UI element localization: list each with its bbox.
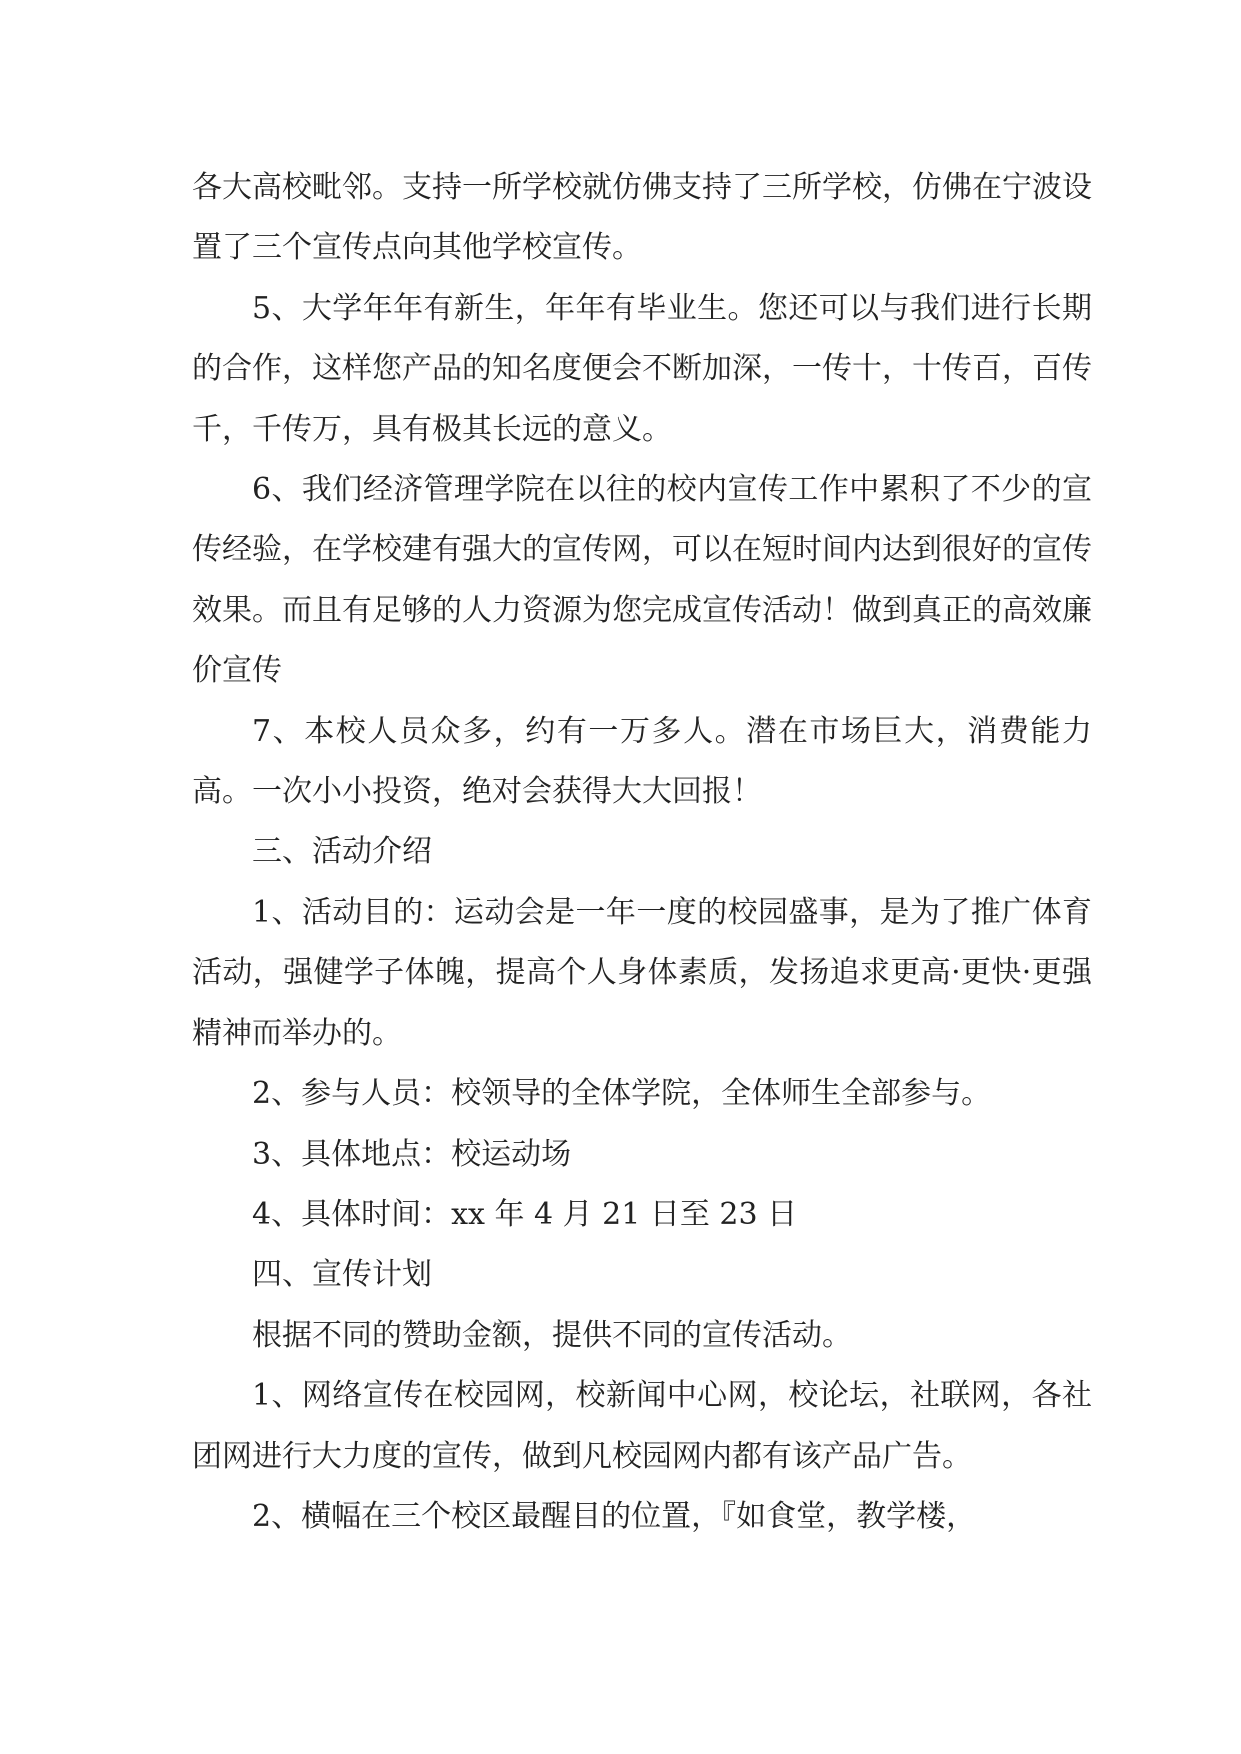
paragraph-participants: 2、参与人员：校领导的全体学院，全体师生全部参与。 — [252, 1076, 992, 1112]
section-heading-plan: 四、宣传计划 — [252, 1257, 432, 1293]
paragraph-time: 4、具体时间：xx 年 4 月 21 日至 23 日 — [252, 1196, 798, 1232]
paragraph-point-6: 6、我们经济管理学院在以往的校内宣传工作中累积了不少的宣传经验，在学校建有强大的宣传网，可以在短时间内达到很好的宣传效果。而且有足够的人力资源为您完成宣传活动！做到真正的高效廉价宣传 — [192, 472, 1092, 689]
paragraph-location: 3、具体地点：校运动场 — [252, 1136, 572, 1172]
paragraph-plan-intro: 根据不同的赞助金额，提供不同的宣传活动。 — [252, 1317, 852, 1353]
paragraph-point-5: 5、大学年年有新生，年年有毕业生。您还可以与我们进行长期的合作，这样您产品的知名度便会不断加深，一传十，十传百，百传千，千传万，具有极其长远的意义。 — [192, 290, 1092, 447]
paragraph-activity-purpose: 1、活动目的：运动会是一年一度的校园盛事，是为了推广体育活动，强健学子体魄，提高个人身体素质，发扬追求更高·更快·更强精神而举办的。 — [192, 894, 1092, 1051]
document-body — [192, 158, 1092, 1547]
section-heading-activity: 三、活动介绍 — [252, 834, 432, 870]
paragraph-plan-banner: 2、横幅在三个校区最醒目的位置，『如食堂，教学楼， — [252, 1498, 977, 1534]
paragraph-point-7: 7、本校人员众多，约有一万多人。潜在市场巨大，消费能力高。一次小小投资，绝对会获得大大回报！ — [192, 713, 1092, 810]
paragraph-intro-continuation: 各大高校毗邻。支持一所学校就仿佛支持了三所学校，仿佛在宁波设置了三个宣传点向其他学校宣传。 — [192, 170, 1092, 266]
paragraph-plan-network: 1、网络宣传在校园网，校新闻中心网，校论坛，社联网，各社团网进行大力度的宣传，做到凡校园网内都有该产品广告。 — [192, 1378, 1092, 1474]
